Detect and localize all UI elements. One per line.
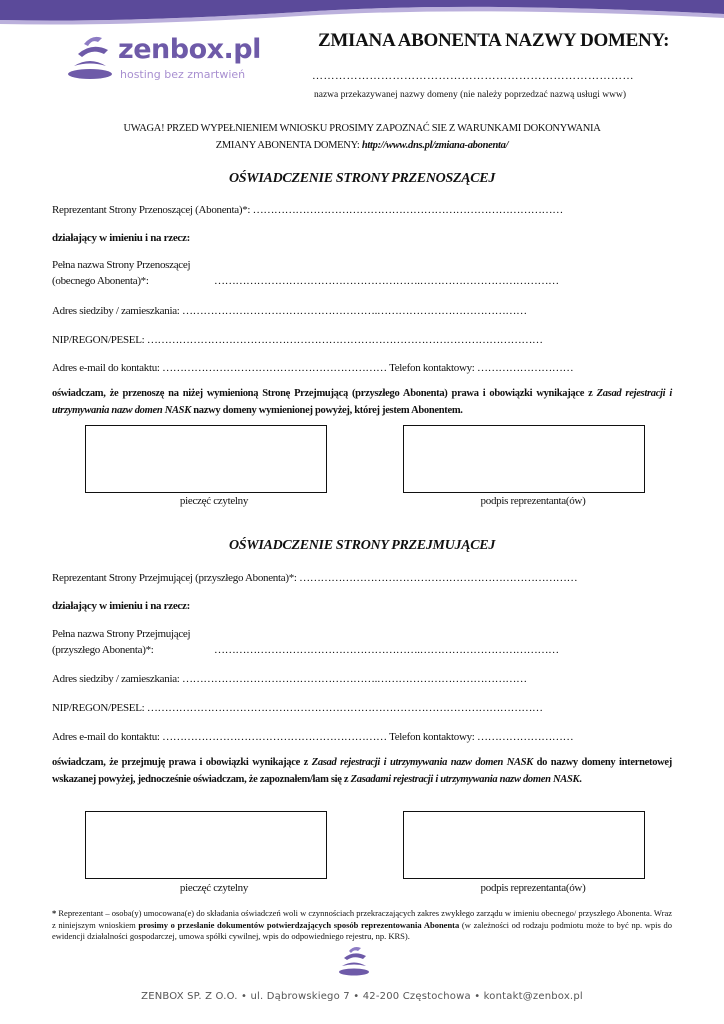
transferring-fullname-label-1: Pełna nazwa Strony Przenoszącej — [52, 259, 191, 271]
transferring-fullname-label-2: (obecnego Abonenta)*: — [52, 275, 149, 287]
zenbox-footer-logo-icon — [336, 944, 372, 978]
section-receiving-title: OŚWIADCZENIE STRONY PRZEJMUJĄCEJ — [228, 538, 496, 553]
receiving-fullname-label-2: (przyszłego Abonenta)*: — [52, 644, 154, 656]
transferring-nip-field[interactable]: NIP/REGON/PESEL: ………………………………………………………………………………………………… — [52, 334, 543, 346]
statement-rules-2: Zasadami rejestracji i utrzymywania nazw domen NASK — [350, 774, 580, 785]
receiving-stamp-label: pieczęć czytelny — [179, 882, 249, 894]
transferring-fullname-field[interactable]: ………………………………………………….………………………………… — [214, 275, 559, 287]
footnote — [52, 908, 672, 943]
transferring-stamp-box[interactable] — [85, 425, 327, 493]
warning-line-2 — [60, 137, 664, 154]
statement-text-end: . — [579, 774, 582, 785]
warning-notice — [60, 120, 664, 154]
document-title: ZMIANA ABONENTA NAZWY DOMENY: — [318, 30, 670, 51]
transferring-stamp-label: pieczęć czytelny — [179, 495, 249, 507]
receiving-fullname-label-1: Pełna nazwa Strony Przejmującej — [52, 628, 191, 640]
statement-text-end: nazwy domeny wymienionej powyżej, której jestem Abonentem. — [190, 405, 463, 416]
footer-contact: ZENBOX SP. Z O.O. • ul. Dąbrowskiego 7 • 42-200 Częstochowa • kontakt@zenbox.pl — [141, 991, 583, 1002]
receiving-fullname-field[interactable]: ………………………………………………….………………………………… — [214, 644, 559, 656]
transferring-signature-box[interactable] — [403, 425, 645, 493]
receiving-representative-field[interactable]: Reprezentant Strony Przejmującej (przyszłego Abonenta)*: …………………………………………………………………… — [52, 572, 578, 584]
transferring-signature-label: podpis reprezentanta(ów) — [480, 495, 586, 507]
domain-name-caption: nazwa przekazywanej nazwy domeny (nie należy poprzedzać nazwą usługi www) — [314, 90, 627, 100]
brand-name: zenbox.pl — [118, 34, 261, 65]
statement-text: oświadczam, że przejmuję prawa i obowiązki wynikające z — [52, 757, 312, 768]
receiving-signature-label: podpis reprezentanta(ów) — [480, 882, 586, 894]
transferring-contact-field[interactable]: Adres e-mail do kontaktu: ……………………………………………………… Telefon kontaktowy: ……………………… — [52, 362, 574, 374]
transferring-statement — [52, 385, 672, 419]
section-transferring-title: OŚWIADCZENIE STRONY PRZENOSZĄCEJ — [228, 171, 496, 186]
domain-name-field[interactable]: ………………………………………………………………………… — [312, 70, 634, 82]
receiving-signature-box[interactable] — [403, 811, 645, 879]
receiving-nip-field[interactable]: NIP/REGON/PESEL: ………………………………………………………………………………………………… — [52, 702, 543, 714]
footnote-text-bold: prosimy o przesłanie dokumentów potwierdzających sposób reprezentowania Abonenta — [138, 919, 460, 930]
warning-line-2-prefix: ZMIANY ABONENTA DOMENY: — [215, 140, 362, 151]
receiving-acting-label: działający w imieniu i na rzecz: — [52, 600, 190, 612]
footnote-text-end: (w zależności od rodzaju podmiotu może to być np. wpis do ewidencji działalności gospodarczej, umowa spółki cywilnej, wpis do odpowiedniego rejestru, np. KRS). — [52, 919, 672, 941]
warning-line-1: UWAGA! PRZED WYPEŁNIENIEM WNIOSKU PROSIMY ZAPOZNAĆ SIE Z WARUNKAMI DOKONYWANIA — [123, 123, 601, 134]
brand-tagline: hosting bez zmartwień — [120, 68, 246, 81]
statement-rules: Zasad rejestracji i utrzymywania nazw domen NASK — [52, 388, 672, 416]
statement-text: oświadczam, że przenoszę na niżej wymienioną Stronę Przejmującą (przyszłego Abonenta) prawa i obowiązki wynikające z — [52, 388, 597, 399]
receiving-stamp-box[interactable] — [85, 811, 327, 879]
transferring-address-field[interactable]: Adres siedziby / zamieszkania: ……………………………………………….…………………………………… — [52, 305, 527, 317]
terms-link[interactable]: http://www.dns.pl/zmiana-abonenta/ — [361, 140, 509, 151]
footnote-marker: * — [52, 908, 57, 918]
receiving-contact-field[interactable]: Adres e-mail do kontaktu: ……………………………………………………… Telefon kontaktowy: ……………………… — [52, 731, 574, 743]
transferring-acting-label: działający w imieniu i na rzecz: — [52, 232, 190, 244]
footnote-text: Reprezentant – osoba(y) umocowana(e) do składania oświadczeń woli w czynnościach przekraczających zakres zwykłego zarządu w imieniu obecnego/ przyszłego Abonenta. Wraz z niniejszym wnioskiem — [52, 908, 672, 930]
statement-rules: Zasad rejestracji i utrzymywania nazw domen NASK — [311, 757, 533, 768]
receiving-statement — [52, 754, 672, 788]
statement-text-mid: do nazwy domeny internetowej wskazanej powyżej, jednocześnie oświadczam, że zapoznałem/łam się z — [52, 757, 672, 785]
transferring-representative-field[interactable]: Reprezentant Strony Przenoszącej (Abonenta)*: …………………………………………………………………………… — [52, 204, 563, 216]
receiving-address-field[interactable]: Adres siedziby / zamieszkania: ……………………………………………….…………………………………… — [52, 673, 527, 685]
